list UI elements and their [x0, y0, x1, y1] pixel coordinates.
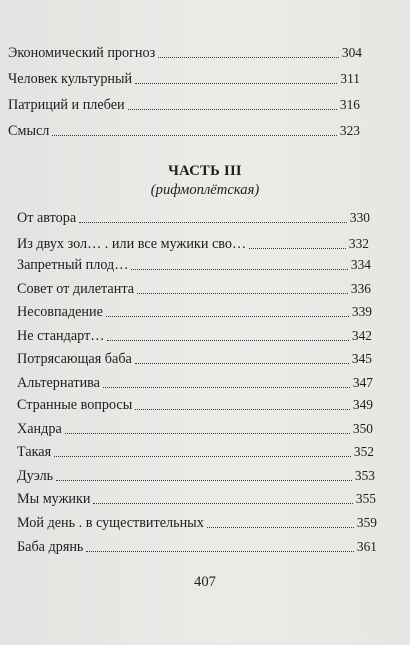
part-subtitle: (рифмоплётская) — [150, 182, 260, 198]
toc-entry-title: Мы мужики — [17, 491, 91, 507]
toc-entry — [17, 280, 371, 298]
toc-entry — [17, 443, 374, 461]
dot-leader — [128, 109, 337, 110]
toc-entry-page: 339 — [351, 304, 372, 319]
dot-leader — [135, 83, 337, 84]
toc-entry-page: 316 — [339, 97, 360, 112]
toc-entry-page: 349 — [352, 397, 373, 412]
dot-leader — [135, 409, 350, 410]
toc-entry-title: Экономический прогноз — [8, 45, 156, 61]
dot-leader — [135, 363, 349, 364]
toc-entry — [17, 374, 373, 392]
dot-leader — [86, 551, 353, 552]
dot-leader — [137, 293, 348, 294]
toc-entry-page: 332 — [348, 236, 369, 251]
dot-leader — [52, 135, 337, 136]
toc-entry — [17, 467, 375, 485]
toc-entry-page: 355 — [355, 491, 376, 506]
toc-entry — [8, 70, 360, 88]
toc-entry-page: 334 — [350, 257, 371, 272]
toc-entry-title: Альтернатива — [17, 375, 100, 391]
dot-leader — [107, 340, 348, 341]
page-number: 407 — [194, 574, 216, 590]
toc-entry-title: Из двух зол… . или все мужики сво… — [17, 236, 247, 252]
dot-leader — [56, 480, 352, 481]
toc-entry-title: Баба дрянь — [17, 539, 84, 555]
dot-leader — [54, 456, 351, 457]
dot-leader — [103, 387, 350, 388]
toc-entry-page: 352 — [353, 444, 374, 459]
toc-entry — [8, 44, 362, 62]
toc-entry-page: 311 — [340, 71, 360, 86]
toc-entry-page: 361 — [356, 539, 377, 554]
dot-leader — [249, 248, 346, 249]
toc-entry-title: Потрясающая баба — [17, 351, 132, 367]
toc-entry — [17, 303, 372, 321]
toc-entry-title: Совет от дилетанта — [17, 281, 134, 297]
toc-entry-page: 342 — [351, 328, 372, 343]
dot-leader — [65, 433, 350, 434]
toc-entry-title: Не стандарт… — [17, 328, 105, 344]
toc-entry-title: Запретный плод… — [17, 257, 129, 273]
toc-entry — [17, 514, 377, 532]
toc-entry-title: Такая — [17, 444, 52, 460]
toc-entry — [17, 235, 369, 253]
toc-entry — [17, 350, 372, 368]
toc-entry-page: 359 — [356, 515, 377, 530]
toc-entry-page: 336 — [350, 281, 371, 296]
toc-entry — [17, 538, 377, 556]
toc-entry — [8, 96, 360, 114]
dot-leader — [106, 316, 349, 317]
toc-entry — [8, 122, 360, 140]
toc-entry-title: Мой день . в существительных — [17, 515, 204, 531]
dot-leader — [93, 503, 352, 504]
toc-entry-title: От автора — [17, 210, 77, 226]
toc-entry — [17, 327, 372, 345]
toc-entry-title: Хандра — [17, 421, 62, 437]
toc-entry-page: 330 — [349, 210, 370, 225]
toc-entry — [17, 420, 373, 438]
toc-entry-title: Человек культурный — [8, 71, 133, 87]
toc-entry-title: Дуэль — [17, 468, 54, 484]
toc-entry — [17, 396, 373, 414]
toc-entry-page: 347 — [352, 375, 373, 390]
dot-leader — [131, 269, 347, 270]
toc-entry-title: Странные вопросы — [17, 397, 133, 413]
toc-entry-title: Смысл — [8, 123, 50, 139]
toc-entry — [17, 490, 376, 508]
dot-leader — [207, 527, 354, 528]
toc-entry-page: 350 — [352, 421, 373, 436]
toc-entry — [17, 256, 371, 274]
dot-leader — [79, 222, 347, 223]
toc-entry-page: 323 — [339, 123, 360, 138]
toc-entry-page: 304 — [341, 45, 362, 60]
dot-leader — [158, 57, 339, 58]
toc-entry — [17, 209, 370, 227]
toc-entry-title: Патриций и плебеи — [8, 97, 125, 113]
part-title: ЧАСТЬ III — [168, 163, 242, 179]
toc-entry-page: 353 — [354, 468, 375, 483]
toc-entry-title: Несовпадение — [17, 304, 103, 320]
toc-entry-page: 345 — [351, 351, 372, 366]
